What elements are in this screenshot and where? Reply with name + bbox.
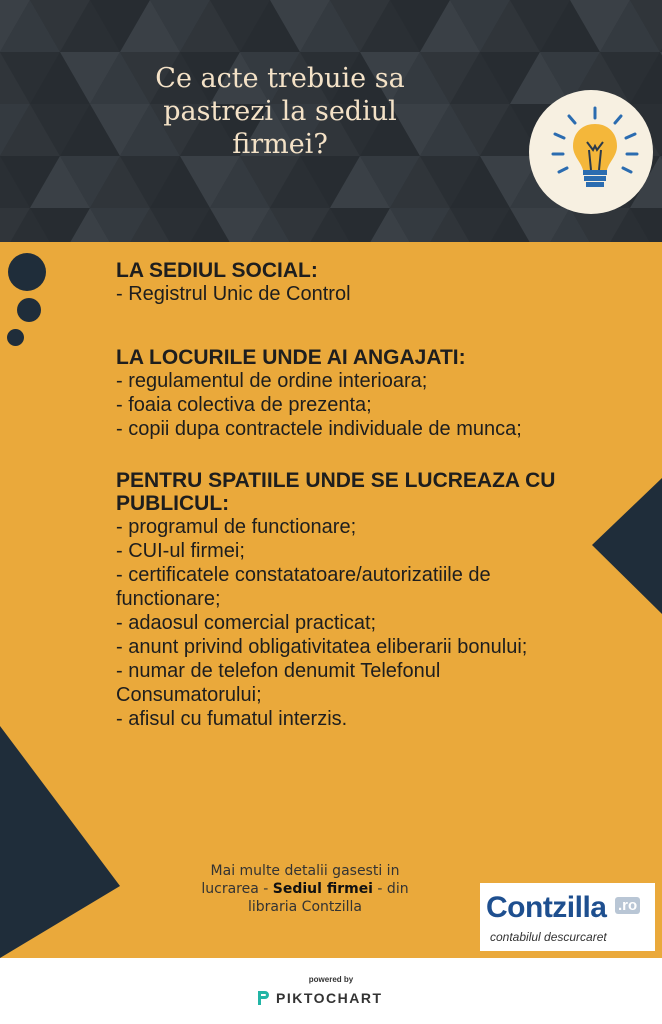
piktochart-link[interactable] (256, 989, 383, 1007)
logo-tagline: contabilul descurcaret (490, 930, 607, 944)
piktochart-brand: PIKTOCHART (276, 990, 383, 1006)
contzilla-logo[interactable] (480, 883, 655, 951)
list-item: - numar de telefon denumit Telefonul Consumatorului; (116, 660, 441, 706)
section-heading: LA SEDIUL SOCIAL: (116, 259, 318, 282)
decorative-dot-medium (17, 298, 41, 322)
section-heading: LA LOCURILE UNDE AI ANGAJATI: (116, 346, 466, 369)
footer (0, 958, 662, 1024)
book-title-link[interactable]: Sediul firmei (272, 881, 373, 897)
decorative-dot-large (8, 253, 46, 291)
powered-by-label: powered by (308, 975, 354, 984)
list-item: - afisul cu fumatul interzis. (116, 708, 348, 730)
list-item: - programul de functionare; (116, 516, 357, 538)
more-info-note (170, 862, 440, 916)
list-item: - regulamentul de ordine interioara; (116, 370, 428, 392)
list-item: - certificatele constatatoare/autorizatiile de functionare; (116, 564, 491, 610)
section-public-spaces (116, 469, 576, 731)
title-line: Ce acte trebuie sa (155, 63, 405, 94)
more-info-line: libraria Contzilla (248, 899, 362, 915)
logo-brand: Contzilla (486, 891, 607, 924)
documents-list (116, 259, 576, 757)
page-title (120, 62, 440, 161)
decorative-dot-small (7, 329, 24, 346)
list-item: - foaia colectiva de prezenta; (116, 394, 372, 416)
more-info-prefix: lucrarea - (201, 881, 273, 897)
header-banner (0, 0, 662, 242)
piktochart-logo-icon (256, 989, 270, 1007)
title-line: pastrezi la sediul (163, 96, 397, 127)
logo-domain: .ro (615, 897, 640, 914)
title-line: firmei? (232, 129, 328, 160)
section-registered-office (116, 259, 576, 306)
list-item: - Registrul Unic de Control (116, 283, 351, 305)
content-panel (0, 242, 662, 958)
lightbulb-badge (529, 90, 653, 214)
section-heading: PENTRU SPATIILE UNDE SE LUCREAZA CU PUBLICUL: (116, 469, 556, 515)
more-info-line: Mai multe detalii gasesti in (210, 863, 400, 879)
right-triangle-shape (592, 478, 662, 614)
list-item: - anunt privind obligativitatea eliberarii bonului; (116, 636, 528, 658)
list-item: - adaosul comercial practicat; (116, 612, 377, 634)
left-triangle-shape (0, 726, 120, 958)
lightbulb-icon (529, 90, 653, 214)
section-employee-locations (116, 346, 576, 441)
more-info-suffix: - din (372, 881, 409, 897)
list-item: - CUI-ul firmei; (116, 540, 245, 562)
list-item: - copii dupa contractele individuale de munca; (116, 418, 522, 440)
